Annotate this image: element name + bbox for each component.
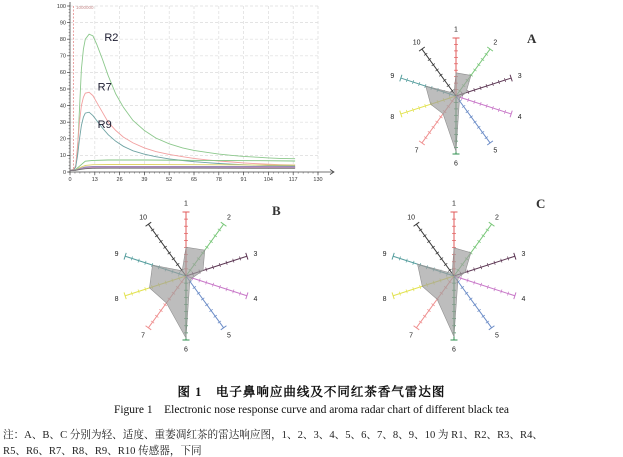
svg-text:39: 39 bbox=[141, 177, 148, 183]
panel-label-c: C bbox=[536, 196, 546, 211]
svg-text:104: 104 bbox=[263, 177, 273, 183]
svg-text:13: 13 bbox=[91, 177, 98, 183]
svg-text:3: 3 bbox=[253, 250, 258, 258]
svg-text:10: 10 bbox=[59, 153, 66, 160]
svg-text:0: 0 bbox=[62, 169, 66, 176]
svg-text:R2: R2 bbox=[104, 31, 119, 44]
svg-text:78: 78 bbox=[215, 177, 222, 183]
figure-caption-english: Figure 1 Electronic nose response curve and aroma radar chart of different black tea bbox=[113, 404, 510, 416]
enose-response-line-chart bbox=[40, 0, 350, 192]
figure-note-line1: 注：A、B、C 分别为轻、适度、重萎凋红茶的雷达响应图，1、2、3、4、5、6、7、8、9、10 为 R1、R2、R3、R4、 bbox=[3, 430, 544, 441]
svg-text:9: 9 bbox=[114, 250, 119, 258]
svg-text:10: 10 bbox=[412, 39, 421, 47]
svg-text:7: 7 bbox=[414, 147, 419, 155]
svg-text:70: 70 bbox=[59, 53, 66, 60]
svg-text:52: 52 bbox=[166, 177, 173, 183]
panel-label-a: A bbox=[527, 31, 537, 46]
svg-text:40: 40 bbox=[59, 103, 66, 110]
svg-text:117: 117 bbox=[288, 177, 298, 183]
svg-text:10: 10 bbox=[407, 214, 415, 222]
svg-text:4: 4 bbox=[521, 296, 526, 304]
svg-text:65: 65 bbox=[190, 177, 198, 183]
svg-text:91: 91 bbox=[240, 177, 247, 183]
svg-text:1000000: 1000000 bbox=[76, 5, 94, 10]
svg-text:30: 30 bbox=[59, 120, 66, 126]
svg-text:R7: R7 bbox=[97, 81, 112, 94]
radar-chart-c bbox=[364, 190, 564, 362]
svg-text:3: 3 bbox=[517, 72, 522, 80]
svg-text:R9: R9 bbox=[97, 119, 112, 132]
svg-text:1: 1 bbox=[454, 26, 458, 34]
svg-text:2: 2 bbox=[493, 39, 498, 47]
svg-text:100: 100 bbox=[56, 3, 66, 10]
svg-text:26: 26 bbox=[116, 177, 123, 183]
svg-text:8: 8 bbox=[390, 114, 395, 122]
svg-text:50: 50 bbox=[59, 86, 66, 93]
svg-text:1: 1 bbox=[452, 200, 456, 208]
svg-text:20: 20 bbox=[59, 136, 66, 143]
svg-text:80: 80 bbox=[59, 37, 66, 43]
radar-chart-b bbox=[96, 190, 296, 362]
panel-label-b: B bbox=[272, 203, 281, 218]
figure-caption-chinese: 图 1 电子鼻响应曲线及不同红茶香气雷达图 bbox=[177, 385, 446, 399]
svg-text:4: 4 bbox=[253, 296, 258, 304]
svg-text:2: 2 bbox=[494, 214, 499, 222]
svg-text:6: 6 bbox=[454, 160, 458, 168]
svg-text:4: 4 bbox=[517, 114, 522, 122]
figure-note-line2: R5、R6、R7、R8、R9、R10 传感器，下同 bbox=[3, 446, 202, 457]
svg-text:7: 7 bbox=[141, 332, 146, 340]
svg-text:8: 8 bbox=[382, 296, 387, 304]
svg-text:60: 60 bbox=[59, 70, 66, 77]
svg-text:130: 130 bbox=[313, 177, 323, 183]
svg-text:6: 6 bbox=[184, 346, 188, 354]
svg-text:9: 9 bbox=[390, 72, 395, 80]
svg-text:1: 1 bbox=[184, 200, 188, 208]
svg-text:9: 9 bbox=[382, 250, 387, 258]
svg-text:7: 7 bbox=[409, 332, 414, 340]
svg-text:5: 5 bbox=[226, 332, 231, 340]
svg-text:5: 5 bbox=[494, 332, 499, 340]
svg-text:5: 5 bbox=[493, 147, 498, 155]
svg-text:6: 6 bbox=[452, 346, 456, 354]
svg-text:2: 2 bbox=[226, 214, 231, 222]
radar-chart-a bbox=[371, 10, 571, 182]
svg-text:0: 0 bbox=[68, 177, 72, 183]
svg-text:10: 10 bbox=[139, 214, 147, 222]
svg-text:90: 90 bbox=[59, 20, 66, 27]
svg-text:3: 3 bbox=[521, 250, 526, 258]
svg-text:8: 8 bbox=[114, 296, 119, 304]
